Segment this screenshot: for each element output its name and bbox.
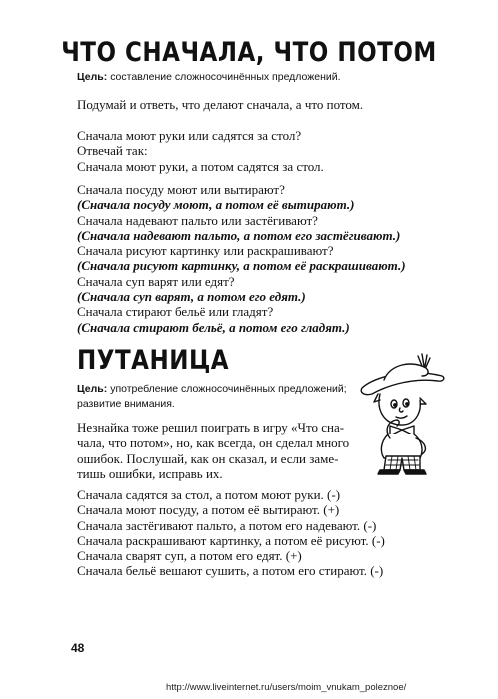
sentence-line: Сначала сварят суп, а потом его едят. (+) — [77, 548, 302, 564]
question-line: Сначала рисуют картинку или раскрашивают? — [77, 243, 334, 259]
neznaika-character-icon — [350, 350, 460, 475]
example-line: Отвечай так: — [77, 143, 148, 159]
question-line: Сначала стирают бельё или гладят? — [77, 304, 274, 320]
goal-label: Цель: — [77, 71, 108, 83]
goal-line — [77, 382, 347, 412]
page-number: 48 — [71, 641, 85, 655]
goal-line — [77, 70, 417, 85]
answer-line: (Сначала рисуют картинку, а потом её раскрашивают.) — [77, 258, 406, 274]
story-line: чала, что потом», но, как всегда, он сделал много — [77, 435, 350, 451]
goal-text: составление сложносочинённых предложений. — [110, 71, 341, 83]
goal-text: употребление сложносочинённых предложений; развитие внимания. — [77, 383, 347, 410]
sentence-line: Сначала раскрашивают картинку, а потом её рисуют. (-) — [77, 532, 385, 548]
goal-label: Цель: — [77, 383, 108, 395]
answer-line: (Сначала суп варят, а потом его едят.) — [77, 289, 306, 305]
sentence-list — [77, 487, 385, 579]
sentence-line: Сначала моют посуду, а потом её вытирают. (+) — [77, 502, 340, 518]
answer-line: (Сначала надевают пальто, а потом его застёгивают.) — [77, 227, 401, 243]
section-title: ЧТО СНАЧАЛА, ЧТО ПОТОМ — [61, 38, 437, 68]
sentence-line: Сначала садятся за стол, а потом моют руки. (-) — [77, 487, 341, 502]
story-paragraph — [77, 420, 357, 481]
example-block — [77, 128, 324, 174]
answer-line: (Сначала посуду моют, а потом её вытирают.) — [77, 197, 355, 213]
question-line: Сначала суп варят или едят? — [77, 273, 235, 289]
story-line: ошибок. Послушай, как он сказал, и если заме- — [77, 450, 339, 466]
intro-text: Подумай и ответь, что делают сначала, а что потом. — [77, 97, 364, 112]
question-answer-block — [77, 182, 406, 335]
example-line: Сначала моют руки или садятся за стол? — [77, 128, 302, 143]
question-line: Сначала надевают пальто или застёгивают? — [77, 212, 318, 228]
answer-line: (Сначала стирают бельё, а потом его гладят.) — [77, 319, 350, 335]
source-watermark[interactable]: http://www.liveinternet.ru/users/moim_vnukam_poleznoe/ — [166, 682, 407, 693]
section-title: ПУТАНИЦА — [77, 346, 230, 376]
example-line: Сначала моют руки, а потом садятся за стол. — [77, 158, 324, 174]
story-line: Незнайка тоже решил поиграть в игру «Что сна- — [77, 420, 345, 435]
sentence-line: Сначала застёгивают пальто, а потом его надевают. (-) — [77, 517, 377, 533]
story-line: тишь ошибки, исправь их. — [77, 465, 223, 481]
sentence-line: Сначала бельё вешают сушить, а потом его стирают. (-) — [77, 563, 384, 579]
question-line: Сначала посуду моют или вытирают? — [77, 182, 285, 197]
